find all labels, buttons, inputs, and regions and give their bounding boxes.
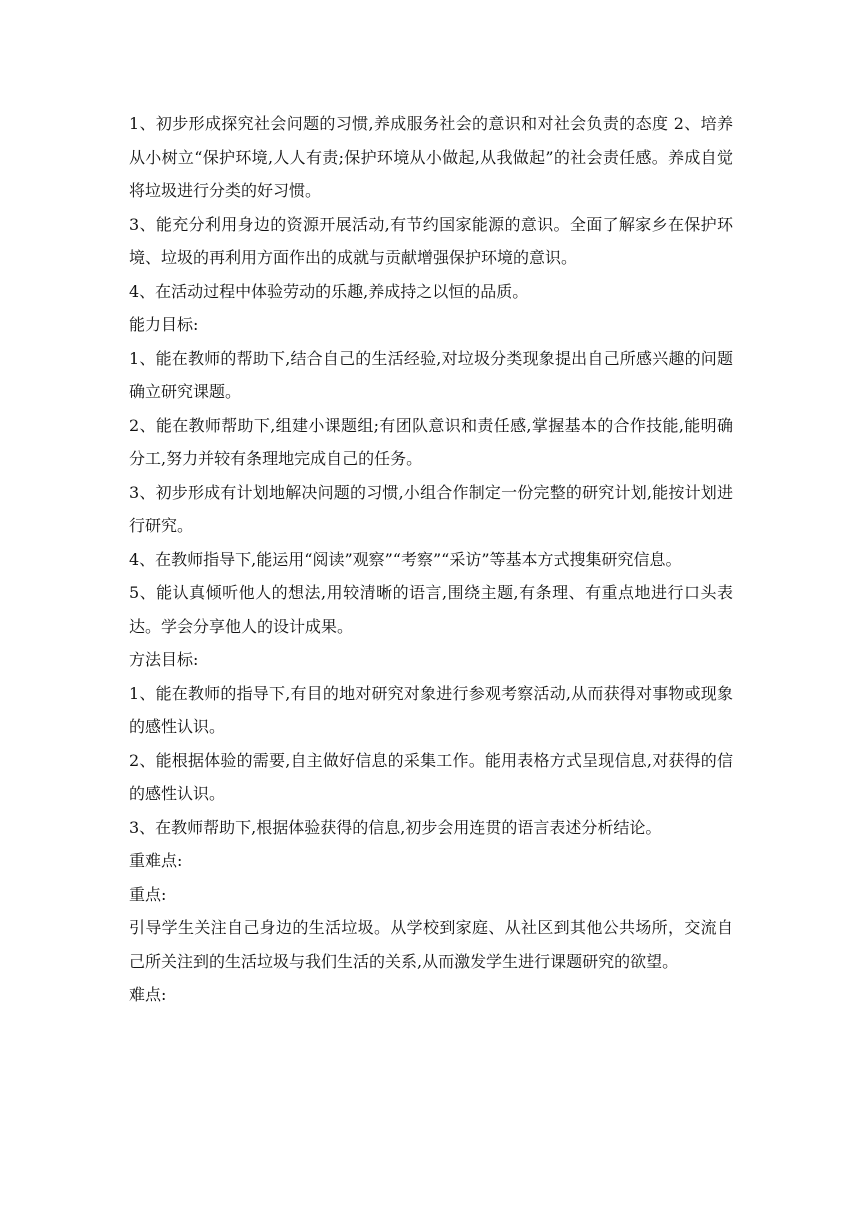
paragraph-ability-4: 4、在教师指导下,能运用“阅读”观察”“考察”“采访”等基本方式搜集研究信息。 bbox=[129, 549, 682, 569]
paragraph-goal-4: 4、在活动过程中体验劳动的乐趣,养成持之以恒的品质。 bbox=[129, 281, 529, 301]
paragraph-goal-1-2: 1、初步形成探究社会问题的习惯,养成服务社会的意识和对社会负责的态度 2、培养从小树立“保护环境,人人有责;保护环境从小做起,从我做起”的社会责任感。养成自觉将垃圾进行分类的好习惯。 bbox=[129, 114, 733, 200]
heading-ability-goals: 能力目标: bbox=[129, 315, 199, 334]
heading-key-points: 重点: bbox=[129, 884, 167, 904]
heading-method-goals: 方法目标: bbox=[129, 650, 199, 669]
paragraph-ability-3: 3、初步形成有计划地解决问题的习惯,小组合作制定一份完整的研究计划,能按计划进行研究。 bbox=[129, 482, 733, 535]
paragraph-ability-2: 2、能在教师帮助下,组建小课题组;有团队意识和责任感,掌握基本的合作技能,能明确分工,努力并较有条理地完成自己的任务。 bbox=[129, 415, 733, 468]
paragraph-ability-5: 5、能认真倾听他人的想法,用较清晰的语言,围绕主题,有条理、有重点地进行口头表达。学会分享他人的设计成果。 bbox=[129, 583, 733, 636]
document-body bbox=[129, 107, 733, 1012]
heading-key-difficult-points: 重难点: bbox=[129, 851, 183, 870]
paragraph-key-point-1: 引导学生关注自己身边的生活垃圾。从学校到家庭、从社区到其他公共场所，交流自己所关注到的生活垃圾与我们生活的关系,从而激发学生进行课题研究的欲望。 bbox=[129, 918, 733, 971]
paragraph-method-2: 2、能根据体验的需要,自主做好信息的采集工作。能用表格方式呈现信息,对获得的信的感性认识。 bbox=[129, 750, 733, 803]
heading-difficult-points: 难点: bbox=[129, 985, 167, 1004]
paragraph-ability-1: 1、能在教师的帮助下,结合自己的生活经验,对垃圾分类现象提出自己所感兴趣的问题确立研究课题。 bbox=[129, 348, 733, 401]
paragraph-goal-3: 3、能充分利用身边的资源开展活动,有节约国家能源的意识。全面了解家乡在保护环境、垃圾的再利用方面作出的成就与贡献增强保护环境的意识。 bbox=[129, 214, 733, 267]
paragraph-method-3: 3、在教师帮助下,根据体验获得的信息,初步会用连贯的语言表述分析结论。 bbox=[129, 817, 662, 837]
paragraph-method-1: 1、能在教师的指导下,有目的地对研究对象进行参观考察活动,从而获得对事物或现象的感性认识。 bbox=[129, 683, 733, 736]
